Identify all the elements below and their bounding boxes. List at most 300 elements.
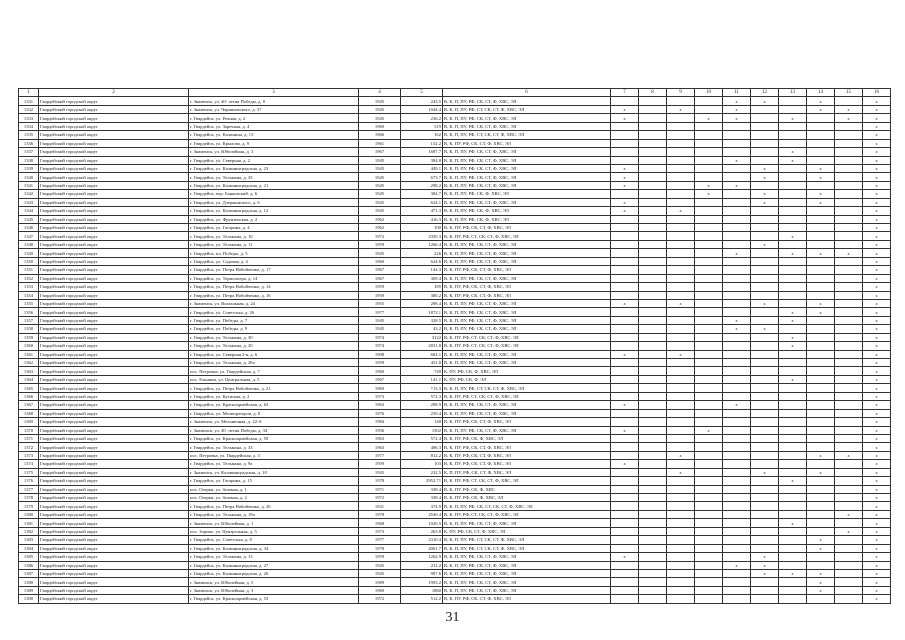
cell-work-col-15	[835, 148, 863, 156]
cell-area: 1687.7	[401, 148, 443, 156]
cell-work-col-7	[611, 468, 639, 476]
cell-address: г. Знаменск, ул. Мельничная, д. 22-А	[189, 418, 359, 426]
cell-work-col-7	[611, 527, 639, 535]
cell-engineering-systems: В, К, П, ПУ, РФ, СК, СТ, Ф, ХВС, ЭЛ	[443, 122, 611, 130]
cell-work-col-13: x	[779, 249, 807, 257]
cell-municipality: Гвардейский городской округ	[39, 401, 189, 409]
cell-area: 43.2	[401, 325, 443, 333]
cell-engineering-systems: В, К, П, ПУ, РФ, СК, СТ, Ф, ХВС, ЭЛ	[443, 156, 611, 164]
table-row	[19, 148, 891, 156]
cell-work-col-14: x	[807, 249, 835, 257]
cell-work-col-12	[751, 131, 779, 139]
cell-work-col-10	[695, 553, 723, 561]
cell-build-year: 1945	[359, 316, 401, 324]
cell-municipality: Гвардейский городской округ	[39, 409, 189, 417]
cell-row-number: 1352	[19, 274, 39, 282]
table-row	[19, 553, 891, 561]
cell-work-col-7	[611, 409, 639, 417]
cell-work-col-9	[667, 536, 695, 544]
cell-work-col-16: x	[863, 561, 891, 569]
cell-work-col-9	[667, 97, 695, 105]
cell-work-col-12	[751, 375, 779, 383]
cell-address: г. Гвардейск, ул. Мелиораторов, д. 8	[189, 409, 359, 417]
cell-address: г. Гвардейск, ул. Тельмана, д. 9а	[189, 460, 359, 468]
cell-work-col-15	[835, 97, 863, 105]
cell-engineering-systems: В, К, П, ПУ, РФ, СК, СТ, Ф, ХВС, ЭЛ	[443, 553, 611, 561]
cell-work-col-16: x	[863, 148, 891, 156]
cell-address: г. Знаменск, ул. Черняховского, д. 37	[189, 105, 359, 113]
cell-address: г. Гвардейск, ул. Советская, д. 26	[189, 308, 359, 316]
cell-work-col-7	[611, 333, 639, 341]
cell-work-col-10	[695, 240, 723, 248]
cell-build-year: 1966	[359, 131, 401, 139]
cell-area: 2530.4	[401, 510, 443, 518]
cell-work-col-8	[639, 561, 667, 569]
cell-work-col-8	[639, 401, 667, 409]
cell-work-col-7	[611, 224, 639, 232]
cell-work-col-9	[667, 392, 695, 400]
table-row	[19, 342, 891, 350]
table-row	[19, 224, 891, 232]
cell-work-col-16: x	[863, 173, 891, 181]
table-row	[19, 384, 891, 392]
cell-address: г. Гвардейск, ул. Красноармейская, д. 59	[189, 434, 359, 442]
cell-work-col-12	[751, 257, 779, 265]
column-header-7: 7	[611, 89, 639, 97]
cell-address: г. Гвардейск, ул. Гагарина, д. 4	[189, 224, 359, 232]
cell-build-year: 1968	[359, 519, 401, 527]
cell-work-col-8	[639, 494, 667, 502]
cell-work-col-9	[667, 595, 695, 603]
cell-municipality: Гвардейский городской округ	[39, 578, 189, 586]
cell-address: г. Гвардейск, ул. Крылова, д. 9	[189, 139, 359, 147]
cell-work-col-13: x	[779, 308, 807, 316]
cell-work-col-11	[723, 451, 751, 459]
cell-work-col-16: x	[863, 181, 891, 189]
cell-address: г. Гвардейск, ул. Заречная, д. 4	[189, 122, 359, 130]
cell-engineering-systems: В, К, ПУ, РФ, СТ, СК, СТ, Ф, ХВС, ЭЛ	[443, 333, 611, 341]
cell-work-col-14	[807, 156, 835, 164]
cell-work-col-14	[807, 257, 835, 265]
cell-engineering-systems: В, К, П, ПУ, РФ, СТ, СК, СТ, Ф, ХВС, ЭЛ	[443, 536, 611, 544]
table-row	[19, 249, 891, 257]
cell-build-year: 1989	[359, 578, 401, 586]
cell-work-col-10	[695, 485, 723, 493]
cell-work-col-9	[667, 240, 695, 248]
cell-area: 1502	[401, 426, 443, 434]
cell-work-col-8	[639, 409, 667, 417]
cell-work-col-8	[639, 299, 667, 307]
cell-work-col-11	[723, 426, 751, 434]
cell-work-col-16: x	[863, 224, 891, 232]
cell-address: г. Гвардейск, ул. Калининградская, д. 26	[189, 569, 359, 577]
cell-work-col-8	[639, 173, 667, 181]
cell-work-col-13	[779, 536, 807, 544]
cell-work-col-12	[751, 224, 779, 232]
cell-work-col-9	[667, 561, 695, 569]
cell-work-col-15	[835, 181, 863, 189]
cell-municipality: Гвардейский городской округ	[39, 384, 189, 392]
cell-build-year: 1945	[359, 156, 401, 164]
cell-engineering-systems: К, ПУ, РФ, СК, Ф, ХВС, ЭЛ	[443, 367, 611, 375]
cell-work-col-13	[779, 291, 807, 299]
cell-work-col-13	[779, 510, 807, 518]
cell-build-year: 1960	[359, 257, 401, 265]
cell-work-col-8	[639, 519, 667, 527]
cell-build-year: 1945	[359, 249, 401, 257]
cell-work-col-8	[639, 274, 667, 282]
cell-work-col-16: x	[863, 477, 891, 485]
cell-work-col-14	[807, 266, 835, 274]
cell-area: 298.4	[401, 299, 443, 307]
cell-build-year: 1959	[359, 553, 401, 561]
cell-work-col-10	[695, 460, 723, 468]
cell-municipality: Гвардейский городской округ	[39, 240, 189, 248]
cell-work-col-7	[611, 240, 639, 248]
cell-work-col-10	[695, 409, 723, 417]
cell-work-col-13: x	[779, 375, 807, 383]
cell-work-col-7	[611, 595, 639, 603]
cell-work-col-9	[667, 215, 695, 223]
cell-row-number: 1350	[19, 257, 39, 265]
cell-build-year: 1972	[359, 494, 401, 502]
cell-work-col-15	[835, 409, 863, 417]
cell-address: г. Гвардейск, ул. Дзержинского, д. 6	[189, 198, 359, 206]
cell-address: г. Гвардейск, ул. Победы, д. 9	[189, 325, 359, 333]
cell-work-col-14	[807, 477, 835, 485]
table-row	[19, 299, 891, 307]
cell-work-col-10	[695, 468, 723, 476]
cell-work-col-11	[723, 536, 751, 544]
cell-work-col-16: x	[863, 105, 891, 113]
cell-row-number: 1360	[19, 342, 39, 350]
cell-work-col-8	[639, 384, 667, 392]
cell-work-col-8	[639, 131, 667, 139]
cell-work-col-13	[779, 350, 807, 358]
cell-work-col-14	[807, 350, 835, 358]
cell-work-col-15	[835, 569, 863, 577]
cell-area: 2952.71	[401, 477, 443, 485]
cell-work-col-15	[835, 485, 863, 493]
cell-work-col-16: x	[863, 510, 891, 518]
cell-work-col-7	[611, 392, 639, 400]
cell-work-col-12: x	[751, 173, 779, 181]
cell-work-col-10	[695, 105, 723, 113]
cell-work-col-13: x	[779, 114, 807, 122]
cell-municipality: Гвардейский городской округ	[39, 308, 189, 316]
cell-work-col-15	[835, 122, 863, 130]
table-row	[19, 97, 891, 105]
cell-work-col-10: x	[695, 426, 723, 434]
cell-municipality: Гвардейский городской округ	[39, 443, 189, 451]
cell-engineering-systems: В, К, ПУ, РФ, СК, Ф, ХВС, ЭЛ	[443, 494, 611, 502]
column-number-row	[19, 89, 891, 97]
cell-row-number: 1332	[19, 105, 39, 113]
cell-municipality: Гвардейский городской округ	[39, 392, 189, 400]
cell-work-col-9	[667, 494, 695, 502]
table-row	[19, 434, 891, 442]
cell-work-col-14: x	[807, 578, 835, 586]
cell-work-col-10	[695, 97, 723, 105]
cell-work-col-10	[695, 418, 723, 426]
cell-address: пос. Петровка, ул. Гвардейская, д. 7	[189, 367, 359, 375]
cell-work-col-16: x	[863, 519, 891, 527]
cell-work-col-11	[723, 122, 751, 130]
cell-work-col-14	[807, 325, 835, 333]
cell-work-col-14	[807, 595, 835, 603]
cell-area: 211.2	[401, 561, 443, 569]
cell-work-col-12: x	[751, 325, 779, 333]
cell-work-col-7	[611, 375, 639, 383]
cell-work-col-9: x	[667, 299, 695, 307]
cell-address: г. Знаменск, ул. Калининградская, д. 10	[189, 468, 359, 476]
cell-work-col-10	[695, 359, 723, 367]
table-row	[19, 325, 891, 333]
cell-engineering-systems: В, К, ПУ, РФ, СТ, СК, СТ, Ф, ХВС, ЭЛ	[443, 510, 611, 518]
cell-work-col-16: x	[863, 502, 891, 510]
cell-work-col-9: x	[667, 105, 695, 113]
cell-work-col-11	[723, 164, 751, 172]
cell-work-col-14	[807, 418, 835, 426]
cell-work-col-7: x	[611, 460, 639, 468]
cell-work-col-15	[835, 316, 863, 324]
cell-work-col-8	[639, 460, 667, 468]
cell-work-col-12	[751, 527, 779, 535]
cell-work-col-9	[667, 156, 695, 164]
cell-area: 997.6	[401, 569, 443, 577]
cell-build-year: 1978	[359, 477, 401, 485]
cell-work-col-13	[779, 401, 807, 409]
cell-work-col-8	[639, 181, 667, 189]
cell-address: г. Гвардейск, ул. Калининградская, д. 27	[189, 561, 359, 569]
cell-engineering-systems: В, К, ПУ, РФ, СК, СТ, Ф, ХВС, ЭЛ	[443, 224, 611, 232]
cell-work-col-16: x	[863, 164, 891, 172]
cell-work-col-13	[779, 527, 807, 535]
cell-work-col-9	[667, 164, 695, 172]
cell-work-col-16: x	[863, 283, 891, 291]
cell-row-number: 1354	[19, 291, 39, 299]
cell-work-col-9	[667, 173, 695, 181]
cell-work-col-12	[751, 122, 779, 130]
cell-work-col-13: x	[779, 519, 807, 527]
cell-work-col-16: x	[863, 131, 891, 139]
cell-address: г. Гвардейск, ул. Гагарина, д. 15	[189, 477, 359, 485]
cell-build-year: 1945	[359, 114, 401, 122]
cell-work-col-10	[695, 342, 723, 350]
housing-register-table	[18, 88, 891, 604]
cell-work-col-16: x	[863, 333, 891, 341]
cell-work-col-7	[611, 266, 639, 274]
cell-work-col-10	[695, 443, 723, 451]
cell-work-col-15	[835, 561, 863, 569]
cell-work-col-13	[779, 595, 807, 603]
cell-work-col-11	[723, 485, 751, 493]
cell-work-col-8	[639, 527, 667, 535]
cell-work-col-13: x	[779, 333, 807, 341]
cell-work-col-7	[611, 274, 639, 282]
cell-municipality: Гвардейский городской округ	[39, 232, 189, 240]
cell-municipality: Гвардейский городской округ	[39, 477, 189, 485]
cell-work-col-15	[835, 502, 863, 510]
cell-work-col-10	[695, 527, 723, 535]
cell-work-col-9	[667, 266, 695, 274]
cell-engineering-systems: В, К, ПУ, РФ, СТ, СК, СТ, Ф, ХВС, ЭЛ	[443, 232, 611, 240]
cell-work-col-12	[751, 460, 779, 468]
cell-work-col-11	[723, 527, 751, 535]
cell-work-col-8	[639, 215, 667, 223]
cell-engineering-systems: В, К, П, ПУ, РФ, СК, СТ, Ф, ХВС, ЭЛ	[443, 561, 611, 569]
table-row	[19, 359, 891, 367]
cell-build-year: 1945	[359, 569, 401, 577]
cell-work-col-10	[695, 291, 723, 299]
cell-area: 2310.4	[401, 536, 443, 544]
cell-work-col-7: x	[611, 181, 639, 189]
cell-work-col-16: x	[863, 291, 891, 299]
cell-municipality: Гвардейский городской округ	[39, 569, 189, 577]
cell-work-col-10: x	[695, 190, 723, 198]
cell-work-col-13: x	[779, 316, 807, 324]
cell-work-col-7	[611, 139, 639, 147]
cell-work-col-11	[723, 274, 751, 282]
cell-work-col-10	[695, 494, 723, 502]
cell-work-col-7	[611, 494, 639, 502]
table-row	[19, 578, 891, 586]
cell-work-col-11	[723, 553, 751, 561]
cell-work-col-9	[667, 114, 695, 122]
cell-work-col-15	[835, 173, 863, 181]
cell-row-number: 1358	[19, 325, 39, 333]
cell-work-col-13	[779, 190, 807, 198]
cell-build-year: 1969	[359, 586, 401, 594]
cell-address: г. Гвардейск, ул. Красноармейская, д. 53	[189, 595, 359, 603]
cell-municipality: Гвардейский городской округ	[39, 257, 189, 265]
cell-engineering-systems: В, К, ПУ, РФ, СК, СТ, Ф, ХВС, ЭЛ	[443, 139, 611, 147]
cell-work-col-14	[807, 114, 835, 122]
cell-work-col-7: x	[611, 164, 639, 172]
cell-work-col-9	[667, 232, 695, 240]
cell-work-col-7	[611, 510, 639, 518]
cell-work-col-10	[695, 283, 723, 291]
cell-work-col-8	[639, 418, 667, 426]
cell-work-col-7	[611, 325, 639, 333]
cell-work-col-15	[835, 350, 863, 358]
cell-work-col-11	[723, 232, 751, 240]
cell-work-col-8	[639, 291, 667, 299]
cell-work-col-8	[639, 451, 667, 459]
cell-work-col-10	[695, 148, 723, 156]
cell-work-col-10	[695, 333, 723, 341]
cell-work-col-15	[835, 468, 863, 476]
cell-engineering-systems: В, К, П, ПУ, РФ, СТ, СК, СТ, Ф, ХВС, ЭЛ	[443, 544, 611, 552]
cell-work-col-12	[751, 114, 779, 122]
cell-work-col-13	[779, 409, 807, 417]
cell-work-col-12	[751, 148, 779, 156]
cell-work-col-9	[667, 342, 695, 350]
table-row	[19, 443, 891, 451]
cell-work-col-7	[611, 122, 639, 130]
cell-work-col-14	[807, 561, 835, 569]
cell-work-col-10: x	[695, 114, 723, 122]
cell-area: 1262.9	[401, 553, 443, 561]
cell-build-year: 1967	[359, 274, 401, 282]
cell-work-col-12	[751, 342, 779, 350]
cell-municipality: Гвардейский городской округ	[39, 375, 189, 383]
cell-work-col-15: x	[835, 451, 863, 459]
cell-work-col-15	[835, 190, 863, 198]
cell-work-col-16: x	[863, 156, 891, 164]
cell-engineering-systems: В, К, П, ПУ, РФ, СТ, СК, СТ, Ф, ХВС, ЭЛ	[443, 105, 611, 113]
cell-work-col-12: x	[751, 198, 779, 206]
cell-work-col-11	[723, 510, 751, 518]
cell-work-col-15	[835, 198, 863, 206]
cell-address: г. Гвардейск, ул. Калининградская, д. 21	[189, 181, 359, 189]
cell-row-number: 1386	[19, 561, 39, 569]
cell-work-col-15	[835, 477, 863, 485]
cell-row-number: 1370	[19, 426, 39, 434]
cell-engineering-systems: В, К, П, ПУ, РФ, СК, СТ, Ф, ХВС, ЭЛ	[443, 114, 611, 122]
cell-work-col-11	[723, 367, 751, 375]
cell-area: 572.3	[401, 392, 443, 400]
cell-address: г. Гвардейск, пл. Победы, д. 5	[189, 249, 359, 257]
cell-municipality: Гвардейский городской округ	[39, 527, 189, 535]
cell-work-col-15	[835, 553, 863, 561]
cell-row-number: 1355	[19, 299, 39, 307]
cell-engineering-systems: В, К, П, ПУ, РФ, СК, СТ, Ф, ХВС, ЭЛ	[443, 409, 611, 417]
cell-work-col-9	[667, 502, 695, 510]
cell-work-col-13	[779, 215, 807, 223]
cell-work-col-9	[667, 333, 695, 341]
cell-work-col-8	[639, 586, 667, 594]
column-header-10: 10	[695, 89, 723, 97]
cell-build-year: 1984	[359, 418, 401, 426]
cell-engineering-systems: В, К, П, ПУ, РФ, СК, СТ, Ф, ХВС, ЭЛ	[443, 274, 611, 282]
table-row	[19, 569, 891, 577]
cell-row-number: 1347	[19, 232, 39, 240]
cell-work-col-14	[807, 409, 835, 417]
cell-work-col-13	[779, 586, 807, 594]
cell-work-col-7	[611, 519, 639, 527]
column-header-15: 15	[835, 89, 863, 97]
cell-work-col-12	[751, 578, 779, 586]
cell-work-col-16: x	[863, 299, 891, 307]
cell-work-col-9	[667, 485, 695, 493]
cell-work-col-9: x	[667, 468, 695, 476]
cell-work-col-14	[807, 342, 835, 350]
table-row	[19, 595, 891, 603]
cell-work-col-13	[779, 392, 807, 400]
cell-work-col-9	[667, 510, 695, 518]
cell-work-col-16: x	[863, 595, 891, 603]
cell-work-col-7	[611, 586, 639, 594]
column-header-2: 2	[39, 89, 189, 97]
cell-work-col-15: x	[835, 527, 863, 535]
cell-work-col-8	[639, 578, 667, 586]
cell-work-col-14	[807, 232, 835, 240]
cell-work-col-8	[639, 544, 667, 552]
cell-row-number: 1368	[19, 409, 39, 417]
cell-municipality: Гвардейский городской округ	[39, 451, 189, 459]
table-row	[19, 468, 891, 476]
cell-work-col-15	[835, 426, 863, 434]
cell-address: г. Гвардейск, ул. Тельмана, д. 19а	[189, 510, 359, 518]
cell-work-col-15	[835, 266, 863, 274]
table-row	[19, 156, 891, 164]
cell-address: пос. Петровка, ул. Гвардейская, д. 3	[189, 451, 359, 459]
cell-work-col-8	[639, 266, 667, 274]
cell-work-col-9	[667, 224, 695, 232]
cell-work-col-11	[723, 468, 751, 476]
cell-address: пос. Озерки, ул. Зеленая, д. 1	[189, 485, 359, 493]
